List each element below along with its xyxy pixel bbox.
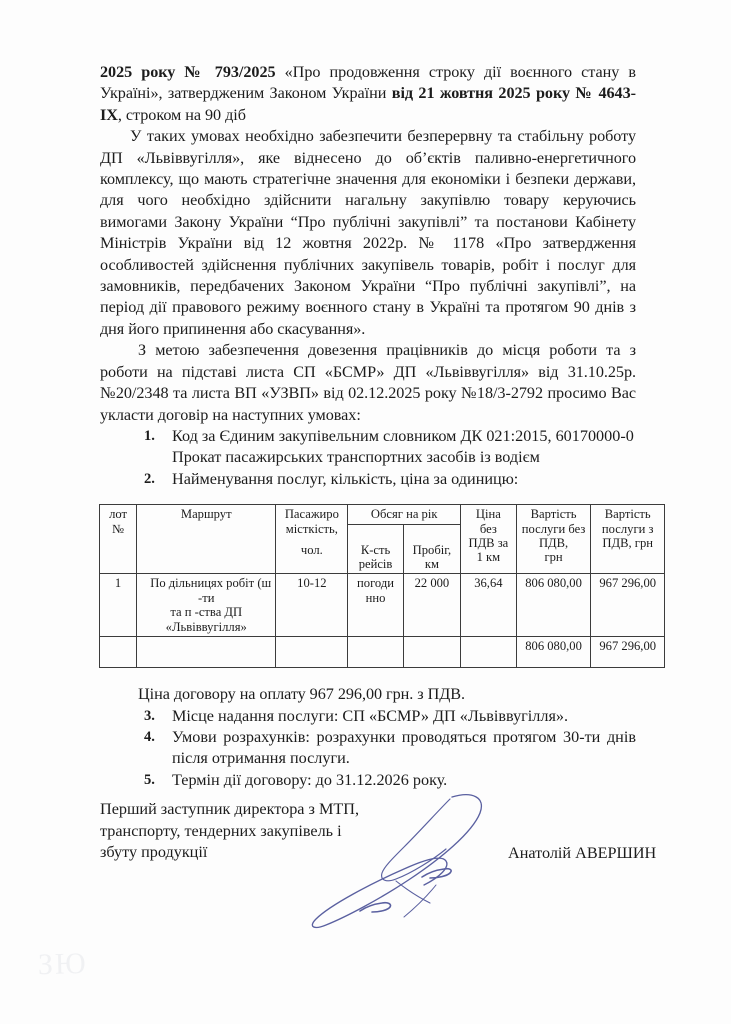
header-cost-novat-line2: послуги без: [521, 521, 586, 536]
cell-route-line1: По дільницях робіт (ш -ти: [150, 576, 272, 605]
header-mileage: [403, 524, 460, 574]
header-cost-with-vat: [591, 505, 665, 574]
header-price-line2: без: [479, 521, 497, 536]
total-trips: [348, 636, 403, 667]
header-price-line3: ПДВ за: [468, 535, 509, 550]
header-cost-vat-line1: Вартість: [604, 507, 651, 522]
header-route: Маршрут: [137, 505, 276, 574]
cell-route-line2: та п -ства ДП: [170, 605, 243, 620]
list-item-number: 2.: [144, 470, 155, 487]
total-lot: [100, 636, 137, 667]
list-item-number: 5.: [144, 771, 155, 788]
header-trips-line1: К-сть: [360, 542, 391, 557]
total-mileage: [403, 636, 460, 667]
table-total-row: [100, 636, 665, 667]
conditions-list: [100, 426, 636, 490]
list-item: [100, 706, 636, 727]
list-item-text: [172, 426, 636, 469]
header-trips: [348, 524, 403, 574]
list-item: [100, 770, 636, 791]
header-cost-vat-line3: ПДВ, грн: [602, 535, 653, 550]
total-capacity: [276, 636, 348, 667]
cell-mileage: 22 000: [403, 574, 460, 637]
signatory-title: [100, 799, 657, 864]
header-capacity-line3: чол.: [300, 542, 323, 557]
list-item-text: Місце надання послуги: СП «БСМР» ДП «Львіввугілля».: [172, 706, 569, 725]
list-item-text: Термін дії договору: до 31.12.2026 року.: [172, 770, 448, 789]
signature-block: [100, 799, 657, 864]
list-item-text: Умови розрахунків: розрахунки проводяться протягом 30-ти днів після отримання послуги.: [172, 727, 636, 768]
signatory-title-line1: Перший заступник директора з МТП,: [100, 800, 359, 818]
header-capacity-line2: місткість,: [285, 521, 338, 536]
list-item-number: 1.: [144, 427, 155, 444]
signatory-title-line2: транспорту, тендерних закупівель і: [100, 821, 342, 840]
intro-bold-date-a: 2025 року № 793/2025: [100, 63, 276, 81]
list-item: [100, 727, 636, 770]
contract-terms: [100, 684, 636, 791]
services-table: [99, 504, 665, 668]
intro-text-b: , строком на 90 діб: [117, 105, 246, 124]
list-item-number: 4.: [144, 728, 155, 745]
header-cost-vat-line2: послуги з: [601, 521, 654, 536]
contract-price-line: Ціна договору на оплату 967 296,00 грн. з ПДВ.: [138, 684, 465, 703]
header-price-line1: Ціна: [475, 507, 501, 522]
cell-route-line3: «Львіввугілля»: [165, 619, 247, 634]
scan-artifact: ЗЮ: [37, 946, 89, 982]
cell-cost-with-vat: 967 296,00: [591, 574, 665, 637]
cell-trips: [348, 574, 403, 637]
header-trips-line2: рейсів: [358, 556, 393, 571]
header-price-line4: 1 км: [476, 550, 501, 565]
list-item-text: [172, 469, 636, 490]
paragraph-conditions: У таких умовах необхідно забезпечити безперервну та стабільну роботу ДП «Львіввугілля», яке віднесено до об’єктів паливно-енергетичного комплексу, що мають стратегічне значення для економіки і безпеки держави, для чого необхідно здійснити нагальну закупівлю товару керуючись вимогами Закону України “Про публічні закупівлі” та постанови Кабінету Міністрів України від 12 жовтня 2022р. № 1178 «Про затвердження особливостей здійснення публічних закупівель товарів, робіт і послуг для замовників, передбачених Законом України “Про публічні закупівлі”, на період дії правового режиму воєнного стану в Україні та протягом 90 днів з дня його припинення або скасування».: [100, 127, 636, 338]
list-item-number: 3.: [144, 707, 155, 724]
header-cost-without-vat: [516, 505, 591, 574]
list-item-main: Найменування послуг, кількість, ціна за одиницю:: [172, 469, 519, 488]
list-item-main: Код за Єдиним закупівельним словником ДК 021:2015, 60170000-0: [172, 426, 634, 445]
cell-capacity: 10-12: [276, 574, 348, 637]
table-header: [100, 505, 665, 574]
header-cost-novat-line3: ПДВ,: [538, 535, 569, 550]
list-item: [100, 426, 636, 469]
cell-cost-without-vat: 806 080,00: [516, 574, 591, 637]
header-cost-novat-line1: Вартість: [530, 507, 577, 522]
intro-text-a: «Про продовження строку дії воєнного стану в Україні», затвердженим Законом України: [100, 63, 636, 103]
paragraph-purpose: З метою забезпечення довезення працівників до місця роботи та з роботи на підставі листа СП «БСМР» ДП «Львіввугілля» від 31.10.25р. №20/2348 та листа ВП «УЗВП» від 02.12.2025 року №18/3-2792 просимо Вас укласти договір на наступних умовах:: [100, 341, 636, 424]
header-lot: [100, 505, 137, 574]
header-volume: Обсяг на рік: [348, 505, 461, 524]
header-capacity-line1: Пасажиро: [284, 507, 339, 522]
total-cost-with-vat: 967 296,00: [591, 636, 665, 667]
signatory-name: Анатолій АВЕРШИН: [508, 844, 657, 862]
intro-paragraph: [100, 62, 636, 126]
table-row: [100, 574, 665, 637]
cell-trips-line2: нно: [365, 590, 386, 605]
intro-bold-date-b: від 21 жовтня 2025 року № 4643-IX: [100, 84, 636, 124]
document-body: [100, 62, 657, 791]
header-mileage-line2: км: [424, 556, 439, 571]
cell-trips-line1: погоди: [357, 576, 395, 591]
list-item: [100, 469, 636, 490]
cell-route: [137, 574, 276, 637]
signatory-title-line3: збуту продукції: [100, 843, 208, 862]
table-body: [100, 574, 665, 668]
total-route: [137, 636, 276, 667]
total-cost-without-vat: 806 080,00: [516, 636, 591, 667]
table-header-row: [100, 505, 665, 524]
header-mileage-line1: Пробіг,: [412, 542, 452, 557]
list-item-subtext: Прокат пасажирських транспортних засобів із водієм: [172, 448, 540, 467]
header-lot-line2: №: [112, 521, 125, 536]
total-price: [461, 636, 517, 667]
header-price: [461, 505, 517, 574]
header-cost-novat-line4: грн: [544, 550, 563, 565]
header-lot-line1: лот: [109, 507, 127, 522]
cell-price: 36,64: [461, 574, 517, 637]
cell-lot: 1: [100, 574, 137, 637]
header-capacity: [276, 505, 348, 574]
